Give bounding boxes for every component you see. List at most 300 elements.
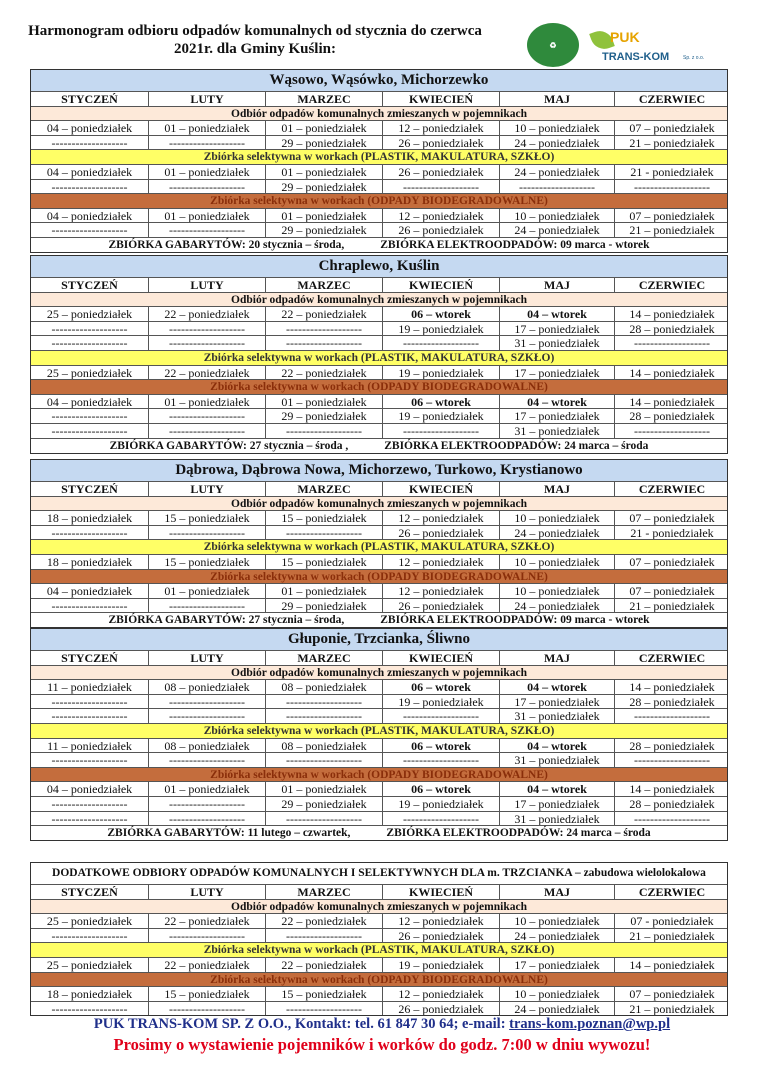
date-cell: 15 – poniedziałek [148, 987, 265, 1001]
date-cell: 14 – poniedziałek [614, 958, 729, 972]
electronic-waste-collection: ZBIÓRKA ELEKTROODPADÓW: 09 marca - wtorek [380, 238, 650, 251]
electronic-waste-collection: ZBIÓRKA ELEKTROODPADÓW: 09 marca - wtorek [380, 614, 650, 627]
date-cell: ------------------- [614, 709, 729, 723]
date-cell: 21 – poniedziałek [614, 1002, 729, 1016]
mixed-waste-label: Odbiór odpadów komunalnych zmieszanych w pojemnikach [31, 292, 727, 307]
date-cell: ------------------- [614, 424, 729, 438]
biodegradable-waste-label: Zbiórka selektywna w workach (ODPADY BIODEGRADOWALNE) [31, 379, 727, 394]
table-row [31, 679, 727, 694]
date-cell: 29 – poniedziałek [265, 797, 382, 811]
date-cell: ------------------- [51, 928, 128, 943]
region-title: Chraplewo, Kuślin [31, 256, 727, 277]
date-cell: ------------------- [265, 695, 382, 709]
date-cell: 10 – poniedziałek [499, 987, 614, 1001]
date-cell: ------------------- [614, 336, 729, 350]
date-cell: 28 – poniedziałek [614, 409, 729, 423]
date-cell: 31 – poniedziałek [499, 336, 614, 350]
date-cell: 06 – wtorek [382, 395, 499, 409]
date-cell: 04 – wtorek [499, 680, 614, 694]
special-collections-row [31, 825, 727, 840]
date-cell: 24 – poniedziałek [499, 223, 614, 237]
date-cell: ------------------- [265, 929, 382, 943]
date-cell: ------------------- [265, 709, 382, 723]
month-header: MAJ [499, 885, 614, 899]
date-cell: 25 – poniedziałek [46, 957, 133, 972]
contact-text: PUK TRANS-KOM SP. Z O.O., Kontakt: tel. 61 847 30 64; e-mail: [93, 1016, 510, 1032]
selective-waste-label: Zbiórka selektywna w workach (PLASTIK, MAKULATURA, SZKŁO) [31, 149, 727, 164]
date-cell: ------------------- [382, 753, 499, 767]
date-cell: 10 – poniedziałek [499, 914, 614, 928]
date-cell: ------------------- [148, 322, 265, 336]
date-cell: ------------------- [148, 753, 265, 767]
month-header: STYCZEŃ [61, 651, 118, 665]
date-cell: 24 – poniedziałek [499, 526, 614, 540]
date-cell: ------------------- [51, 753, 128, 767]
month-header: MAJ [499, 92, 614, 106]
special-collections-row [31, 438, 727, 453]
date-cell: 22 – poniedziałek [148, 914, 265, 928]
date-cell: 28 – poniedziałek [614, 695, 729, 709]
date-cell: 25 – poniedziałek [46, 914, 133, 928]
biodegradable-waste-label: Zbiórka selektywna w workach (ODPADY BIODEGRADOWALNE) [31, 193, 727, 208]
date-cell: 10 – poniedziałek [499, 511, 614, 525]
month-header: KWIECIEŃ [382, 651, 499, 665]
table-row [31, 335, 727, 350]
month-header: CZERWIEC [614, 482, 729, 496]
date-cell: 08 – poniedziałek [148, 680, 265, 694]
date-cell: 22 – poniedziałek [265, 366, 382, 380]
table-row [31, 164, 727, 179]
month-header: LUTY [148, 651, 265, 665]
date-cell: 15 – poniedziałek [265, 555, 382, 569]
date-cell: 10 – poniedziałek [499, 555, 614, 569]
date-cell: 04 – poniedziałek [46, 164, 133, 179]
date-cell: 10 – poniedziałek [499, 121, 614, 135]
region-schedule-block [30, 628, 728, 841]
month-header: LUTY [148, 482, 265, 496]
date-cell: ------------------- [148, 424, 265, 438]
table-row [31, 179, 727, 194]
date-cell: ------------------- [265, 812, 382, 826]
region-schedule-block [30, 459, 728, 628]
date-cell: 15 – poniedziałek [148, 511, 265, 525]
month-header: LUTY [148, 278, 265, 292]
date-cell: 01 – poniedziałek [265, 782, 382, 796]
region-title: Głuponie, Trzcianka, Śliwno [31, 629, 727, 650]
date-cell: 28 – poniedziałek [614, 797, 729, 811]
date-cell: 28 – poniedziałek [614, 739, 729, 753]
date-cell: 22 – poniedziałek [148, 366, 265, 380]
biodegradable-waste-label: Zbiórka selektywna w workach (ODPADY BIODEGRADOWALNE) [31, 569, 727, 584]
month-header: CZERWIEC [614, 92, 729, 106]
table-row [31, 135, 727, 150]
date-cell: 31 – poniedziałek [499, 753, 614, 767]
date-cell: 29 – poniedziałek [265, 599, 382, 613]
date-cell: 26 – poniedziałek [382, 165, 499, 179]
date-cell: 22 – poniedziałek [148, 307, 265, 321]
date-cell: ------------------- [51, 409, 128, 423]
month-header-row [31, 884, 727, 899]
date-cell: 15 – poniedziałek [265, 511, 382, 525]
table-row [31, 708, 727, 723]
date-cell: 29 – poniedziałek [265, 223, 382, 237]
date-cell: 17 – poniedziałek [499, 366, 614, 380]
date-cell: 26 – poniedziałek [382, 929, 499, 943]
date-cell: 07 – poniedziałek [614, 987, 729, 1001]
date-cell: 04 – poniedziałek [46, 208, 133, 223]
date-cell: 10 – poniedziałek [499, 209, 614, 223]
date-cell: 12 – poniedziałek [382, 511, 499, 525]
table-row [31, 928, 727, 943]
date-cell: 17 – poniedziałek [499, 322, 614, 336]
date-cell: 06 – wtorek [382, 680, 499, 694]
table-row [31, 510, 727, 525]
date-cell: 22 – poniedziałek [265, 958, 382, 972]
date-cell: 07 - poniedziałek [614, 914, 729, 928]
date-cell: 24 – poniedziałek [499, 136, 614, 150]
date-cell: ------------------- [148, 709, 265, 723]
date-cell: 26 – poniedziałek [382, 136, 499, 150]
date-cell: 19 – poniedziałek [382, 797, 499, 811]
date-cell: 01 – poniedziałek [265, 209, 382, 223]
date-cell: ------------------- [382, 424, 499, 438]
table-row [31, 525, 727, 540]
date-cell: 01 – poniedziałek [265, 121, 382, 135]
table-row [31, 738, 727, 753]
date-cell: ------------------- [148, 812, 265, 826]
date-cell: ------------------- [265, 336, 382, 350]
electronic-waste-collection: ZBIÓRKA ELEKTROODPADÓW: 24 marca – środa [384, 439, 649, 452]
date-cell: ------------------- [148, 695, 265, 709]
date-cell: 24 – poniedziałek [499, 599, 614, 613]
date-cell: 06 – wtorek [382, 307, 499, 321]
date-cell: 19 – poniedziałek [382, 322, 499, 336]
date-cell: 19 – poniedziałek [382, 366, 499, 380]
month-header: MARZEC [265, 482, 382, 496]
date-cell: 25 – poniedziałek [46, 307, 133, 321]
biodegradable-waste-label: Zbiórka selektywna w workach (ODPADY BIODEGRADOWALNE) [31, 767, 727, 782]
date-cell: 14 – poniedziałek [614, 782, 729, 796]
month-header: STYCZEŃ [61, 92, 118, 106]
date-cell: 29 – poniedziałek [265, 180, 382, 194]
date-cell: ------------------- [148, 336, 265, 350]
table-row [31, 554, 727, 569]
date-cell: 04 – wtorek [499, 739, 614, 753]
date-cell: 01 – poniedziałek [265, 165, 382, 179]
date-cell: 19 – poniedziałek [382, 958, 499, 972]
date-cell: 28 – poniedziałek [614, 322, 729, 336]
selective-waste-label: Zbiórka selektywna w workach (PLASTIK, MAKULATURA, SZKŁO) [31, 723, 727, 738]
company-logo-suffix: Sp. z o.o. [683, 55, 705, 61]
date-cell: 15 – poniedziałek [265, 987, 382, 1001]
date-cell: 04 – wtorek [499, 307, 614, 321]
date-cell: ------------------- [51, 321, 128, 336]
mixed-waste-label: Odbiór odpadów komunalnych zmieszanych w pojemnikach [31, 665, 727, 680]
table-row [31, 120, 727, 135]
month-header: MAJ [499, 651, 614, 665]
month-header: CZERWIEC [614, 278, 729, 292]
table-row [31, 222, 727, 237]
date-cell: ------------------- [265, 526, 382, 540]
date-cell: ------------------- [382, 180, 499, 194]
month-header: KWIECIEŃ [382, 482, 499, 496]
date-cell: 01 – poniedziałek [148, 165, 265, 179]
bulky-waste-collection: ZBIÓRKA GABARYTÓW: 11 lutego – czwartek, [107, 827, 351, 840]
date-cell: 31 – poniedziałek [499, 424, 614, 438]
date-cell: 08 – poniedziałek [148, 739, 265, 753]
date-cell: 22 – poniedziałek [265, 914, 382, 928]
month-header: MAJ [499, 482, 614, 496]
date-cell: 26 – poniedziałek [382, 526, 499, 540]
date-cell: 12 – poniedziałek [382, 555, 499, 569]
date-cell: 26 – poniedziałek [382, 223, 499, 237]
date-cell: ------------------- [148, 1002, 265, 1016]
date-cell: ------------------- [51, 1001, 128, 1016]
date-cell: ------------------- [148, 797, 265, 811]
date-cell: ------------------- [51, 223, 128, 237]
date-cell: ------------------- [265, 753, 382, 767]
date-cell: ------------------- [51, 709, 128, 723]
month-header-row [31, 277, 727, 292]
date-cell: 12 – poniedziałek [382, 584, 499, 598]
region-title: Dąbrowa, Dąbrowa Nowa, Michorzewo, Turkowo, Krystianowo [31, 460, 727, 481]
date-cell: ------------------- [382, 336, 499, 350]
month-header: MAJ [499, 278, 614, 292]
special-collections-row [31, 612, 727, 627]
date-cell: 21 - poniedziałek [614, 165, 729, 179]
bulky-waste-collection: ZBIÓRKA GABARYTÓW: 20 stycznia – środa, [108, 238, 345, 251]
title-line-1: Harmonogram odbioru odpadów komunalnych od stycznia do czerwca [28, 23, 482, 39]
date-cell: ------------------- [148, 180, 265, 194]
date-cell: ------------------- [614, 812, 729, 826]
month-header-row [31, 650, 727, 665]
date-cell: 01 – poniedziałek [148, 121, 265, 135]
table-row [31, 796, 727, 811]
date-cell: 12 – poniedziałek [382, 987, 499, 1001]
month-header: MARZEC [265, 885, 382, 899]
date-cell: 22 – poniedziałek [148, 958, 265, 972]
biodegradable-waste-label: Zbiórka selektywna w workach (ODPADY BIODEGRADOWALNE) [31, 972, 727, 987]
date-cell: ------------------- [382, 709, 499, 723]
document-title [0, 22, 510, 58]
bulky-waste-collection: ZBIÓRKA GABARYTÓW: 27 stycznia – środa , [109, 439, 349, 452]
month-header: CZERWIEC [614, 651, 729, 665]
date-cell: 01 – poniedziałek [148, 209, 265, 223]
date-cell: 19 – poniedziałek [382, 409, 499, 423]
date-cell: ------------------- [148, 526, 265, 540]
region-schedule-block [30, 862, 728, 1016]
region-title: Wąsowo, Wąsówko, Michorzewko [31, 70, 727, 91]
date-cell: 07 – poniedziałek [614, 584, 729, 598]
table-row [31, 208, 727, 223]
table-row [31, 752, 727, 767]
date-cell: 11 – poniedziałek [47, 738, 132, 753]
date-cell: ------------------- [51, 423, 128, 438]
date-cell: ------------------- [148, 223, 265, 237]
municipality-emblem-icon: ♻ [527, 23, 579, 67]
date-cell: 06 – wtorek [382, 739, 499, 753]
region-schedule-block [30, 69, 728, 253]
bulky-waste-collection: ZBIÓRKA GABARYTÓW: 27 stycznia – środa, [108, 614, 345, 627]
month-header: LUTY [148, 92, 265, 106]
date-cell: 06 – wtorek [382, 782, 499, 796]
date-cell: 08 – poniedziałek [265, 680, 382, 694]
date-cell: ------------------- [51, 336, 128, 350]
date-cell: 12 – poniedziałek [382, 121, 499, 135]
date-cell: 01 – poniedziałek [148, 584, 265, 598]
month-header: KWIECIEŃ [382, 92, 499, 106]
date-cell: 26 – poniedziałek [382, 1002, 499, 1016]
company-logo-name: TRANS-KOM [602, 51, 670, 63]
date-cell: 17 – poniedziałek [499, 797, 614, 811]
table-row [31, 598, 727, 613]
collection-notice: Prosimy o wystawienie pojemników i worków do godz. 7:00 w dniu wywozu! [113, 1035, 651, 1054]
date-cell: 12 – poniedziałek [382, 209, 499, 223]
date-cell: 07 – poniedziałek [614, 209, 729, 223]
date-cell: 21 – poniedziałek [614, 599, 729, 613]
date-cell: 25 – poniedziałek [46, 365, 133, 380]
date-cell: 14 – poniedziałek [614, 680, 729, 694]
date-cell: 04 – poniedziałek [46, 394, 133, 409]
date-cell: 29 – poniedziałek [265, 136, 382, 150]
date-cell: ------------------- [51, 694, 128, 709]
contact-line [0, 1016, 764, 1033]
table-row [31, 583, 727, 598]
date-cell: 18 – poniedziałek [46, 987, 133, 1001]
date-cell: ------------------- [148, 409, 265, 423]
document-header [0, 0, 764, 68]
mixed-waste-label: Odbiór odpadów komunalnych zmieszanych w pojemnikach [31, 899, 727, 914]
date-cell: 07 – poniedziałek [614, 555, 729, 569]
date-cell: 24 – poniedziałek [499, 929, 614, 943]
date-cell: 07 – poniedziałek [614, 511, 729, 525]
email-link[interactable]: trans-kom.poznan@wp.pl [509, 1016, 671, 1032]
date-cell: 01 – poniedziałek [265, 395, 382, 409]
date-cell: 14 – poniedziałek [614, 307, 729, 321]
date-cell: ------------------- [51, 525, 128, 540]
date-cell: 24 – poniedziałek [499, 165, 614, 179]
date-cell: 15 – poniedziałek [148, 555, 265, 569]
date-cell: 19 – poniedziałek [382, 695, 499, 709]
table-row [31, 781, 727, 796]
month-header: MARZEC [265, 92, 382, 106]
electronic-waste-collection: ZBIÓRKA ELEKTROODPADÓW: 24 marca – środa [386, 827, 651, 840]
date-cell: 21 – poniedziałek [614, 929, 729, 943]
table-row [31, 957, 727, 972]
date-cell: 24 – poniedziałek [499, 1002, 614, 1016]
month-header-row [31, 91, 727, 106]
date-cell: ------------------- [148, 929, 265, 943]
date-cell: 21 – poniedziałek [614, 223, 729, 237]
date-cell: 07 – poniedziałek [614, 121, 729, 135]
month-header: STYCZEŃ [61, 885, 118, 899]
date-cell: ------------------- [265, 424, 382, 438]
month-header-row [31, 481, 727, 496]
month-header: STYCZEŃ [61, 278, 118, 292]
date-cell: 11 – poniedziałek [47, 680, 132, 694]
special-collections-row [31, 237, 727, 252]
date-cell: 17 – poniedziałek [499, 409, 614, 423]
date-cell: ------------------- [614, 753, 729, 767]
date-cell: 04 – wtorek [499, 782, 614, 796]
date-cell: ------------------- [148, 136, 265, 150]
date-cell: 18 – poniedziałek [46, 511, 133, 525]
date-cell: 04 – poniedziałek [46, 584, 133, 598]
region-title: DODATKOWE ODBIORY ODPADÓW KOMUNALNYCH I SELEKTYWNYCH DLA m. TRZCIANKA – zabudowa wielolokalowa [31, 863, 727, 884]
selective-waste-label: Zbiórka selektywna w workach (PLASTIK, MAKULATURA, SZKŁO) [31, 539, 727, 554]
table-row [31, 394, 727, 409]
date-cell: 01 – poniedziałek [148, 782, 265, 796]
date-cell: 26 – poniedziałek [382, 599, 499, 613]
table-row [31, 321, 727, 336]
date-cell: 14 – poniedziałek [614, 395, 729, 409]
table-row [31, 913, 727, 928]
date-cell: 21 - poniedziałek [614, 526, 729, 540]
date-cell: 04 – poniedziałek [46, 121, 133, 135]
date-cell: 12 – poniedziałek [382, 914, 499, 928]
date-cell: 31 – poniedziałek [499, 812, 614, 826]
title-line-2: 2021r. dla Gminy Kuślin: [174, 41, 336, 57]
date-cell: ------------------- [614, 180, 729, 194]
date-cell: 21 – poniedziałek [614, 136, 729, 150]
selective-waste-label: Zbiórka selektywna w workach (PLASTIK, MAKULATURA, SZKŁO) [31, 942, 727, 957]
date-cell: 08 – poniedziałek [265, 739, 382, 753]
date-cell: ------------------- [265, 322, 382, 336]
date-cell: ------------------- [51, 796, 128, 811]
date-cell: ------------------- [382, 812, 499, 826]
date-cell: 17 – poniedziałek [499, 695, 614, 709]
month-header: MARZEC [265, 651, 382, 665]
table-row [31, 986, 727, 1001]
month-header: STYCZEŃ [61, 482, 118, 496]
table-row [31, 423, 727, 438]
table-row [31, 408, 727, 423]
date-cell: 22 – poniedziałek [265, 307, 382, 321]
date-cell: 10 – poniedziałek [499, 584, 614, 598]
date-cell: ------------------- [51, 811, 128, 826]
date-cell: ------------------- [51, 135, 128, 150]
date-cell: 17 – poniedziałek [499, 958, 614, 972]
mixed-waste-label: Odbiór odpadów komunalnych zmieszanych w pojemnikach [31, 496, 727, 511]
month-header: MARZEC [265, 278, 382, 292]
month-header: LUTY [148, 885, 265, 899]
date-cell: ------------------- [51, 598, 128, 613]
company-logo-puk: PUK [610, 29, 640, 45]
date-cell: 01 – poniedziałek [148, 395, 265, 409]
date-cell: 29 – poniedziałek [265, 409, 382, 423]
date-cell: 14 – poniedziałek [614, 366, 729, 380]
date-cell: 31 – poniedziałek [499, 709, 614, 723]
date-cell: 04 – poniedziałek [46, 782, 133, 796]
month-header: KWIECIEŃ [382, 885, 499, 899]
month-header: KWIECIEŃ [382, 278, 499, 292]
date-cell: 01 – poniedziałek [265, 584, 382, 598]
date-cell: 18 – poniedziałek [46, 554, 133, 569]
date-cell: 04 – wtorek [499, 395, 614, 409]
date-cell: ------------------- [265, 1002, 382, 1016]
region-schedule-block [30, 255, 728, 454]
table-row [31, 306, 727, 321]
date-cell: ------------------- [148, 599, 265, 613]
table-row [31, 1001, 727, 1016]
selective-waste-label: Zbiórka selektywna w workach (PLASTIK, MAKULATURA, SZKŁO) [31, 350, 727, 365]
date-cell: ------------------- [499, 180, 614, 194]
table-row [31, 365, 727, 380]
month-header: CZERWIEC [614, 885, 729, 899]
table-row [31, 694, 727, 709]
table-row [31, 811, 727, 826]
mixed-waste-label: Odbiór odpadów komunalnych zmieszanych w pojemnikach [31, 106, 727, 121]
